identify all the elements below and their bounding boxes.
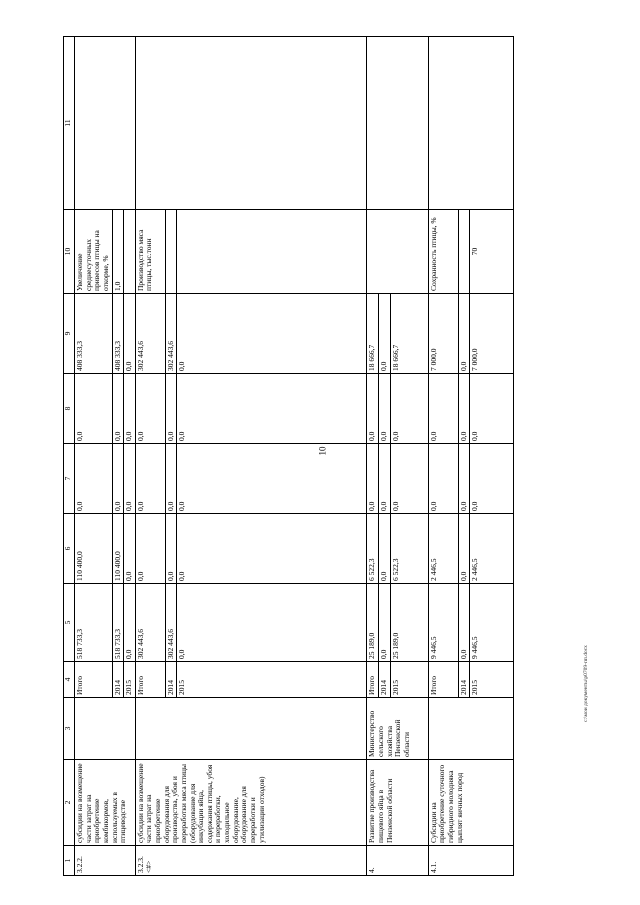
section-number: 3.2.3.<#>: [135, 846, 367, 876]
value-cell: 518 733,3: [75, 584, 113, 662]
value-cell: 0,0: [428, 444, 458, 514]
value-cell: 0,0: [470, 374, 514, 444]
value-cell: 302 443,6: [135, 294, 165, 374]
value-cell: 0,0: [177, 444, 367, 514]
target-indicator: [367, 210, 428, 294]
value-cell: 0,0: [367, 374, 379, 444]
col11-cell: [135, 37, 367, 210]
value-cell: 0,0: [367, 444, 379, 514]
section-name: субсидии на возмещение части затрат на приобретение оборудования для производства, убоя и переработки мяса птицы (оборудование для инкубации яйца, содержания птицы, убоя и переработки, холодильное оборудование, оборудование для переработки и утилизации отходов): [135, 760, 367, 846]
value-cell: 0,0: [165, 444, 177, 514]
value-cell: 0,0: [124, 374, 136, 444]
year-cell: 2014: [165, 662, 177, 698]
year-cell: Итого: [367, 662, 379, 698]
value-cell: 0,0: [177, 374, 367, 444]
value-cell: 0,0: [165, 514, 177, 584]
section-name: Развитие производства пищевого яйца в Пензенской области: [367, 760, 428, 846]
target-value: [177, 210, 367, 294]
value-cell: 110 400,0: [112, 514, 124, 584]
value-cell: 0,0: [135, 374, 165, 444]
section-executor: [428, 698, 514, 760]
target-value: [165, 210, 177, 294]
section-executor: [135, 698, 367, 760]
year-cell: 2015: [470, 662, 514, 698]
value-cell: 0,0: [124, 584, 136, 662]
section-name: Субсидии на приобретение суточного гибридного молодняка цыплят яичных пород: [428, 760, 514, 846]
year-cell: Итого: [428, 662, 458, 698]
value-cell: 0,0: [379, 374, 391, 444]
rotated-table-frame: [63, 37, 573, 876]
year-cell: Итого: [135, 662, 165, 698]
program-table: [63, 36, 514, 876]
year-cell: 2014: [458, 662, 470, 698]
value-cell: 18 666,7: [390, 294, 428, 374]
year-cell: 2014: [379, 662, 391, 698]
value-cell: 9 446,5: [470, 584, 514, 662]
value-cell: 0,0: [177, 584, 367, 662]
section-executor: [75, 698, 136, 760]
page-number: 10: [317, 446, 328, 456]
value-cell: 0,0: [458, 514, 470, 584]
header-cell: 9: [64, 294, 75, 374]
value-cell: 0,0: [390, 444, 428, 514]
header-cell: 6: [64, 514, 75, 584]
target-value: 70: [470, 210, 514, 294]
header-cell: 10: [64, 210, 75, 294]
value-cell: 0,0: [165, 374, 177, 444]
target-indicator: Сохранность птицы, %: [428, 210, 458, 294]
target-value: 1,0: [112, 210, 124, 294]
year-cell: 2015: [177, 662, 367, 698]
target-indicator: Производство мяса птицы, тыс.тонн: [135, 210, 165, 294]
value-cell: 0,0: [458, 584, 470, 662]
value-cell: 0,0: [379, 584, 391, 662]
year-cell: 2015: [390, 662, 428, 698]
header-cell: 7: [64, 444, 75, 514]
section-number: 3.2.2.: [75, 846, 136, 876]
value-cell: 0,0: [177, 514, 367, 584]
value-cell: 2 446,5: [470, 514, 514, 584]
value-cell: 0,0: [177, 294, 367, 374]
value-cell: 302 443,6: [135, 584, 165, 662]
value-cell: 0,0: [470, 444, 514, 514]
value-cell: 0,0: [124, 514, 136, 584]
value-cell: 6 522,3: [390, 514, 428, 584]
value-cell: 0,0: [75, 374, 113, 444]
header-cell: 11: [64, 37, 75, 210]
col11-cell: [367, 37, 428, 210]
header-cell: 1: [64, 846, 75, 876]
section-number: 4.1.: [428, 846, 514, 876]
header-cell: 3: [64, 698, 75, 760]
value-cell: 0,0: [458, 444, 470, 514]
value-cell: 302 443,6: [165, 294, 177, 374]
section-executor: Министерство сельского хозяйства Пензенской области: [367, 698, 428, 760]
header-cell: 4: [64, 662, 75, 698]
value-cell: 0,0: [112, 444, 124, 514]
value-cell: 0,0: [428, 374, 458, 444]
value-cell: 0,0: [75, 444, 113, 514]
value-cell: 110 400,0: [75, 514, 113, 584]
value-cell: 0,0: [379, 444, 391, 514]
value-cell: 0,0: [135, 514, 165, 584]
value-cell: 7 000,0: [470, 294, 514, 374]
table-row: [75, 37, 113, 876]
header-cell: 2: [64, 760, 75, 846]
value-cell: 518 733,3: [112, 584, 124, 662]
target-indicator: Увеличение среднесуточных привесов птицы на откорме, %: [75, 210, 113, 294]
value-cell: 2 446,5: [428, 514, 458, 584]
value-cell: 25 189,0: [367, 584, 379, 662]
section-number: 4.: [367, 846, 428, 876]
section-name: субсидии на возмещение части затрат на приобретение комбикормов, используемых в птицеводстве: [75, 760, 136, 846]
year-cell: 2014: [112, 662, 124, 698]
header-cell: 8: [64, 374, 75, 444]
col11-cell: [75, 37, 136, 210]
value-cell: 0,0: [124, 444, 136, 514]
value-cell: 25 189,0: [390, 584, 428, 662]
header-row: [64, 37, 75, 876]
table-row: [135, 37, 165, 876]
target-value: [124, 210, 136, 294]
value-cell: 408 333,3: [112, 294, 124, 374]
table-row: [428, 37, 458, 876]
value-cell: 302 443,6: [165, 584, 177, 662]
value-cell: 0,0: [458, 374, 470, 444]
table-row: [367, 37, 379, 876]
value-cell: 7 000,0: [428, 294, 458, 374]
value-cell: 0,0: [379, 514, 391, 584]
col11-cell: [428, 37, 514, 210]
value-cell: 0,0: [458, 294, 470, 374]
value-cell: 0,0: [135, 444, 165, 514]
value-cell: 0,0: [379, 294, 391, 374]
value-cell: 408 333,3: [75, 294, 113, 374]
value-cell: 0,0: [124, 294, 136, 374]
value-cell: 18 666,7: [367, 294, 379, 374]
header-cell: 5: [64, 584, 75, 662]
year-cell: 2015: [124, 662, 136, 698]
value-cell: 0,0: [112, 374, 124, 444]
value-cell: 9 446,5: [428, 584, 458, 662]
value-cell: 0,0: [390, 374, 428, 444]
footer-file-path: c:\мои документы\p0709-пп.docx: [583, 645, 589, 722]
year-cell: Итого: [75, 662, 113, 698]
value-cell: 6 522,3: [367, 514, 379, 584]
target-value: [458, 210, 470, 294]
